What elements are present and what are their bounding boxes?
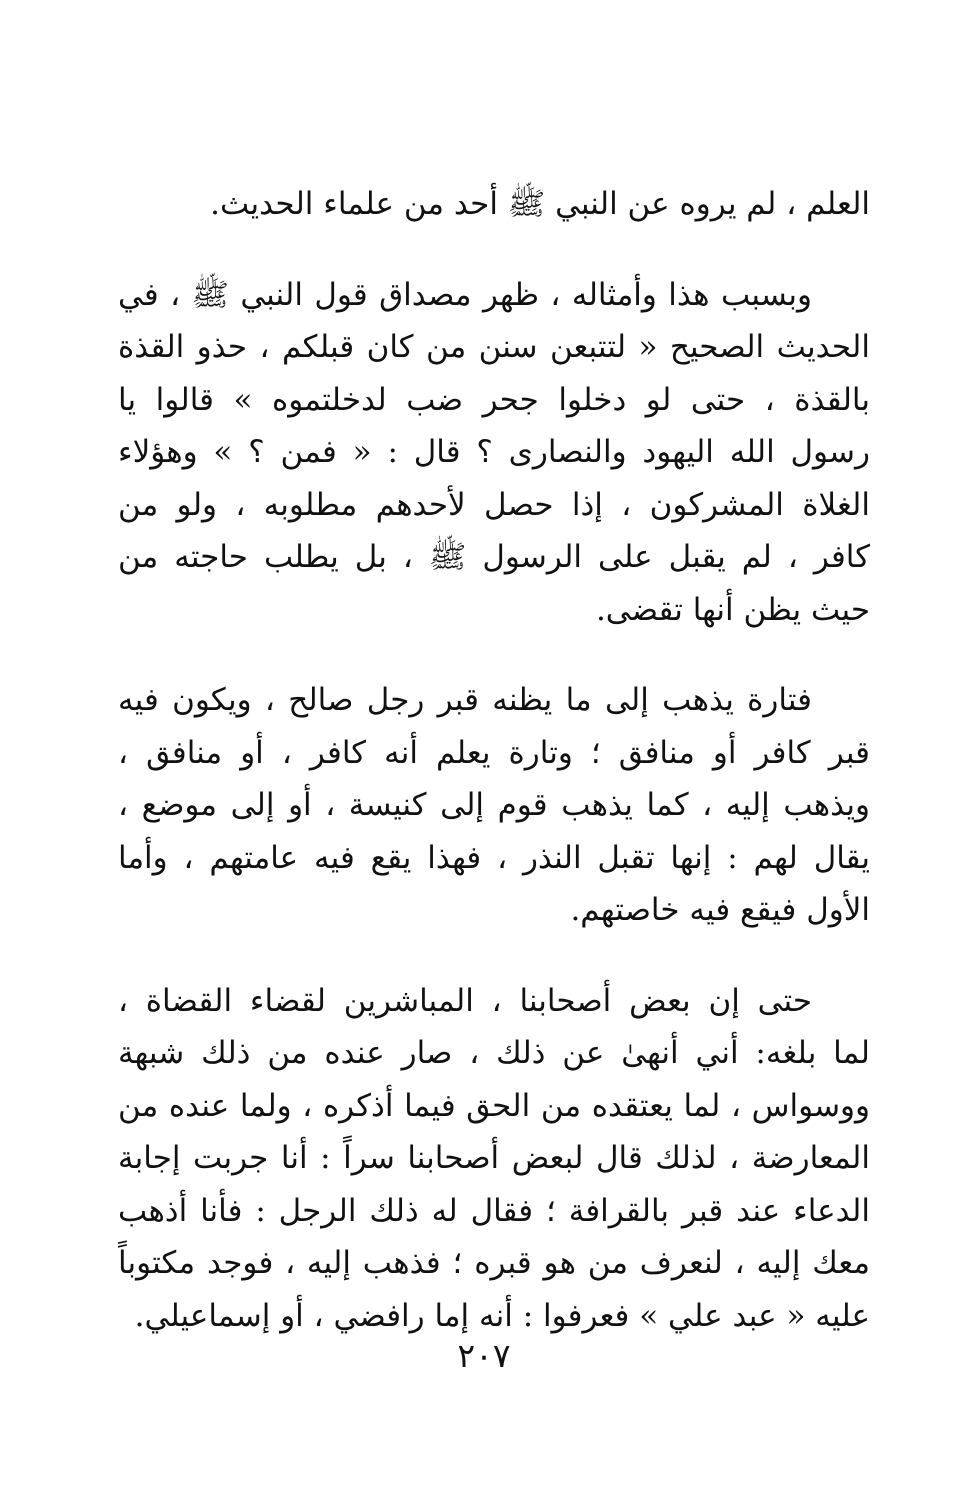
text-line: لما بلغه: أني أنهىٰ عن ذلك ، صار عنده من ذلك شبهة bbox=[118, 1035, 870, 1071]
text-line: حتى إن بعض أصحابنا ، المباشرين لقضاء القضاة ، bbox=[118, 982, 812, 1019]
paragraph-1 bbox=[118, 178, 870, 231]
paragraph-4 bbox=[118, 975, 870, 1343]
text-line: عليه « عبد علي » فعرفوا : أنه إما رافضي ، أو إسماعيلي. bbox=[134, 1297, 870, 1334]
text-line: حيث يظن أنها تقضى. bbox=[595, 591, 870, 628]
paragraph-3 bbox=[118, 674, 870, 937]
text-line: ويذهب إليه ، كما يذهب قوم إلى كنيسة ، أو إلى موضع ، bbox=[118, 787, 870, 823]
text-line: الأول فيقع فيه خاصتهم. bbox=[570, 892, 870, 928]
text-line: الحديث الصحيح « لتتبعن سنن من كان قبلكم ، حذو القذة bbox=[118, 329, 870, 365]
text-line: المعارضة ، لذلك قال لبعض أصحابنا سراً : أنا جربت إجابة bbox=[118, 1140, 870, 1176]
paragraph-gap bbox=[118, 231, 870, 269]
paragraph-2 bbox=[118, 269, 870, 637]
text-line: كافر ، لم يقبل على الرسول ﷺ ، بل يطلب حاجته من bbox=[118, 539, 870, 575]
text-line: الغلاة المشركون ، إذا حصل لأحدهم مطلوبه ، ولو من bbox=[118, 486, 870, 523]
text-line: يقال لهم : إنها تقبل النذر ، فهذا يقع فيه عامتهم ، وأما bbox=[118, 839, 870, 876]
text-line: فتارة يذهب إلى ما يظنه قبر رجل صالح ، ويكون فيه bbox=[118, 682, 812, 718]
text-line: قبر كافر أو منافق ؛ وتارة يعلم أنه كافر ، أو منافق ، bbox=[118, 734, 870, 771]
text-line: وبسبب هذا وأمثاله ، ظهر مصداق قول النبي ﷺ ، في bbox=[118, 276, 812, 313]
text-line: معك إليه ، لنعرف من هو قبره ؛ فذهب إليه ، فوجد مكتوباً bbox=[118, 1245, 870, 1281]
paragraph-gap bbox=[118, 937, 870, 975]
text-line: ووسواس ، لما يعتقده من الحق فيما أذكره ، ولما عنده من bbox=[118, 1087, 870, 1124]
paragraph-gap bbox=[118, 636, 870, 674]
page-body bbox=[118, 178, 870, 1342]
text-line: رسول الله اليهود والنصارى ؟ قال : « فمن ؟ » وهؤلاء bbox=[118, 434, 870, 470]
text-line: بالقذة ، حتى لو دخلوا جحر ضب لدخلتموه » قالوا يا bbox=[118, 381, 870, 418]
text-line: العلم ، لم يروه عن النبي ﷺ أحد من علماء الحديث. bbox=[210, 186, 870, 222]
text-line: الدعاء عند قبر بالقرافة ؛ فقال له ذلك الرجل : فأنا أذهب bbox=[118, 1192, 870, 1229]
page-number: ٢٠٧ bbox=[457, 1336, 511, 1375]
